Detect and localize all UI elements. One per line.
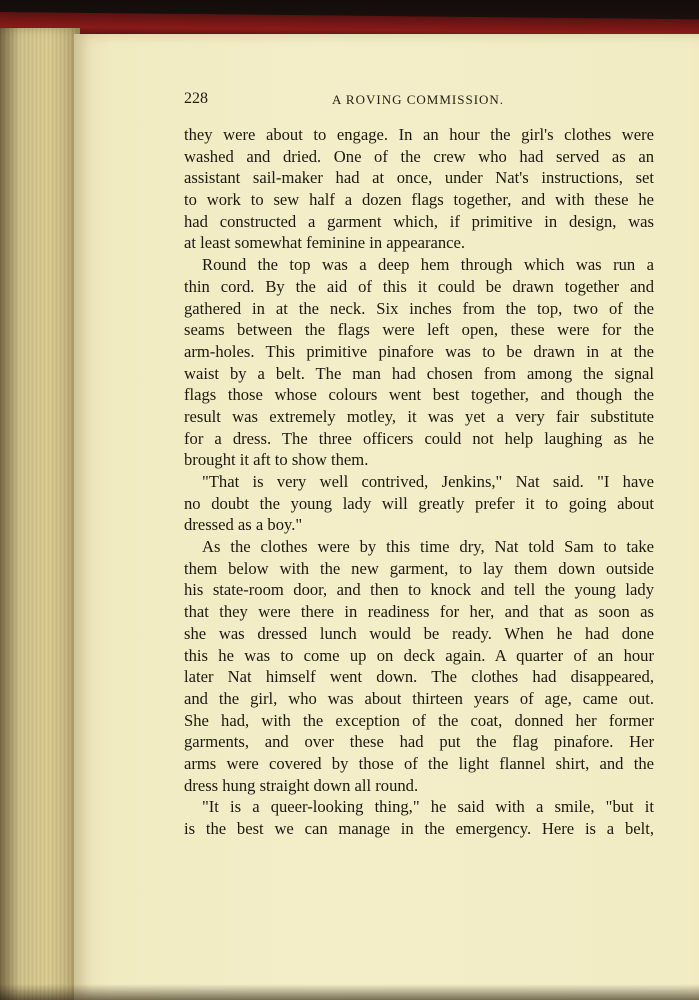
text-line: at least somewhat feminine in appearance.: [184, 233, 466, 253]
text-line: As the clothes were by this time dry, Nat told Sam to take: [202, 537, 654, 557]
page-number: 228: [184, 90, 208, 107]
text-line: dressed as a boy.": [184, 515, 303, 535]
text-line: this he was to come up on deck again. A quarter of an hour: [184, 645, 654, 665]
text-line: "That is very well contrived, Jenkins," Nat said. "I have: [202, 472, 654, 491]
text-line: washed and dried. One of the crew who had served as an: [184, 146, 654, 166]
text-line: and the girl, who was about thirteen years of age, came out.: [184, 688, 654, 708]
text-line: is the best we can manage in the emergency. Here is a belt,: [184, 819, 654, 838]
text-line: arms were covered by those of the light flannel shirt, and the: [184, 753, 654, 773]
running-head: A ROVING COMMISSION.: [332, 92, 505, 107]
page-edges: [0, 28, 80, 1000]
text-line: waist by a belt. The man had chosen from among the signal: [184, 363, 654, 383]
page-header: [184, 90, 654, 112]
text-line: to work to sew half a dozen flags together, and with these he: [184, 190, 654, 210]
text-line: no doubt the young lady will greatly prefer it to going about: [184, 493, 654, 513]
text-line: had constructed a garment which, if primitive in design, was: [184, 211, 654, 231]
text-line: result was extremely motley, it was yet a very fair substitute: [184, 406, 654, 426]
text-line: that they were there in readiness for her, and that as soon as: [184, 602, 654, 622]
text-line: thin cord. By the aid of this it could be drawn together and: [184, 276, 654, 296]
text-line: she was dressed lunch would be ready. When he had done: [184, 623, 654, 643]
text-line: dress hung straight down all round.: [184, 775, 419, 795]
text-line: assistant sail-maker had at once, under Nat's instructions, set: [184, 168, 654, 188]
text-line: later Nat himself went down. The clothes had disappeared,: [184, 667, 654, 687]
text-line: gathered in at the neck. Six inches from the top, two of the: [184, 298, 654, 318]
text-line: brought it aft to show them.: [184, 450, 369, 470]
text-line: She had, with the exception of the coat, donned her former: [184, 710, 654, 730]
text-line: "It is a queer-looking thing," he said with a smile, "but it: [202, 797, 654, 817]
text-line: them below with the new garment, to lay them down outside: [184, 558, 654, 578]
text-line: they were about to engage. In an hour the girl's clothes were: [184, 125, 654, 144]
body-text: [184, 124, 654, 840]
text-line: for a dress. The three officers could not help laughing as he: [184, 428, 654, 448]
text-line: his state-room door, and then to knock and tell the young lady: [184, 580, 654, 600]
bottom-shadow: [0, 984, 699, 1000]
text-line: arm-holes. This primitive pinafore was to be drawn in at the: [184, 341, 654, 361]
text-line: seams between the flags were left open, these were for the: [184, 320, 654, 340]
text-line: garments, and over these had put the flag pinafore. Her: [184, 732, 654, 752]
text-line: flags those whose colours went best together, and though the: [184, 385, 654, 405]
text-line: Round the top was a deep hem through which was run a: [202, 255, 654, 275]
